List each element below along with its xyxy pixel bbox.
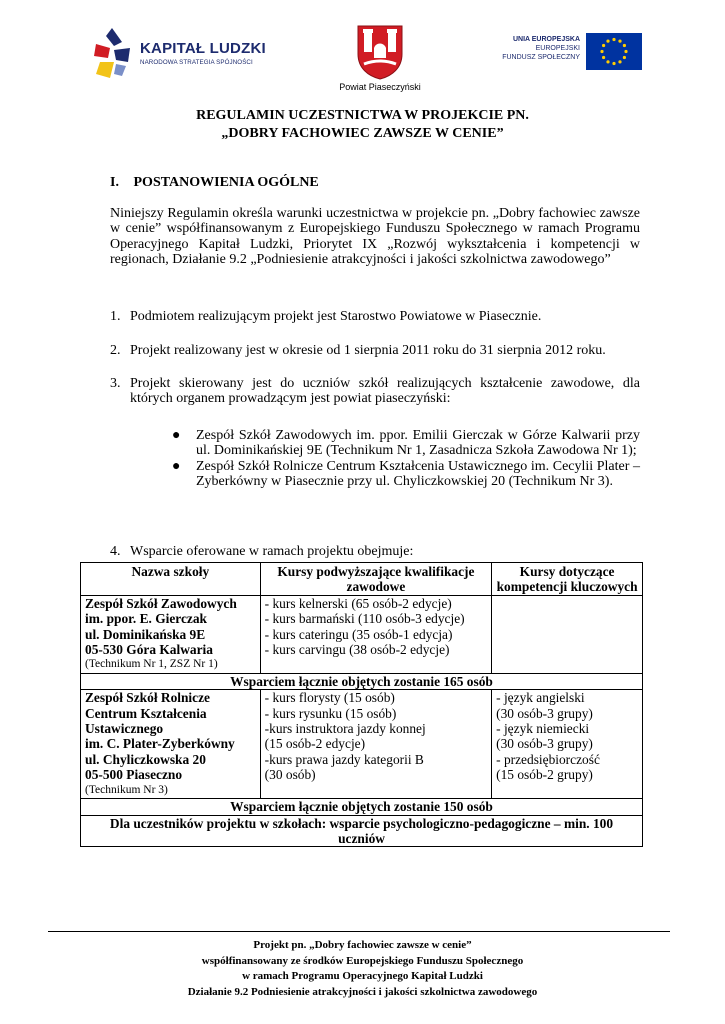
courses-cell <box>260 595 491 673</box>
eu-line1: UNIA EUROPEJSKA <box>512 36 580 43</box>
section-title: POSTANOWIENIA OGÓLNE <box>133 175 319 190</box>
school-name-line: ul. Chyliczkowska 20 <box>85 751 206 767</box>
key-line: - język angielski <box>496 690 585 706</box>
school-name-line: Zespół Szkół Rolnicze <box>85 690 210 706</box>
footer-line: w ramach Programu Operacyjnego Kapitał Ludzki <box>242 970 483 982</box>
eu-flag <box>586 33 642 70</box>
course-line: - kurs barmański (110 osób-3 edycje) <box>264 611 465 627</box>
list-item <box>110 544 640 559</box>
school-name-cell <box>81 690 261 799</box>
section-number: I. <box>110 175 119 190</box>
total-cell: Wsparciem łącznie objętych zostanie 150 osób <box>81 799 643 815</box>
table-row <box>81 595 643 673</box>
key-competence-cell <box>492 690 643 799</box>
intro-paragraph: Niniejszy Regulamin określa warunki uczestnictwa w projekcie pn. „Dobry fachowiec zawsze w cenie” współfinansowanym z Europejskiego Funduszu Społecznego w ramach Programu Operacyjnego Kapitał Ludzki, Priorytet IX „Rozwój wykształcenia i kompetencji w regionach, Działanie 9.2 „Podniesienie atrakcyjności i jakości szkolnictwa zawodowego” <box>110 206 640 268</box>
school-note: (Technikum Nr 1, ZSZ Nr 1) <box>85 658 218 671</box>
course-line: - kurs kelnerski (65 osób-2 edycje) <box>264 595 452 611</box>
kapital-ludzki-logo <box>92 26 272 80</box>
bullet-icon: ● <box>172 428 181 443</box>
list-item <box>110 343 640 358</box>
school-name-line: Ustawicznego <box>85 721 164 737</box>
school-name-line: im. C. Plater-Zyberkówny <box>85 736 235 752</box>
item-number: 4. <box>110 544 121 559</box>
total-cell: Wsparciem łącznie objętych zostanie 165 osób <box>81 673 643 689</box>
key-line: (15 osób-2 grupy) <box>496 767 593 783</box>
school-name-line: 05-500 Piaseczno <box>85 767 183 783</box>
school-note: (Technikum Nr 3) <box>85 783 168 796</box>
course-line: - kurs carvingu (38 osób-2 edycje) <box>264 642 450 658</box>
course-line: -kurs prawa jazdy kategorii B <box>264 751 424 767</box>
kapital-ludzki-emblem-icon <box>92 26 136 80</box>
item-text: Projekt realizowany jest w okresie od 1 sierpnia 2011 roku do 31 sierpnia 2012 roku. <box>130 343 606 358</box>
list-item <box>170 428 640 459</box>
column-header: Kursy podwyższające kwalifikacje zawodowe <box>260 563 491 596</box>
item-text: Wsparcie oferowane w ramach projektu obejmuje: <box>130 544 414 559</box>
list-item <box>110 309 640 324</box>
bullet-icon: ● <box>172 458 181 474</box>
key-line: - przedsiębiorczość <box>496 751 600 767</box>
item-number: 2. <box>110 343 121 358</box>
section-heading <box>110 175 319 191</box>
course-line: - kurs rysunku (15 osób) <box>264 705 397 721</box>
column-header: Kursy dotyczące kompetencji kluczowych <box>492 563 643 596</box>
item-number: 1. <box>110 309 121 324</box>
page-footer <box>110 938 615 1000</box>
eu-flag-icon <box>586 33 642 70</box>
eu-line2: EUROPEJSKI <box>535 45 580 52</box>
footer-note-cell: Dla uczestników projektu w szkołach: wsparcie psychologiczno-pedagogiczne – min. 100 uczniów <box>81 815 643 847</box>
eu-line3: FUNDUSZ SPOŁECZNY <box>502 54 580 61</box>
column-header: Nazwa szkoły <box>81 563 261 596</box>
school-list <box>170 428 640 490</box>
course-line: (30 osób) <box>264 767 316 783</box>
school-name-line: 05-530 Góra Kalwaria <box>85 642 213 658</box>
item-number: 3. <box>110 376 121 391</box>
eu-fund-text <box>470 35 580 62</box>
key-line: (30 osób-3 grupy) <box>496 705 593 721</box>
table-total-row <box>81 673 643 689</box>
item-text: Projekt skierowany jest do uczniów szkół realizujących kształcenie zawodowe, dla których organem prowadzącym jest powiat piaseczyński: <box>130 376 640 407</box>
key-line: - język niemiecki <box>496 721 590 737</box>
courses-cell <box>260 690 491 799</box>
support-table <box>80 562 643 847</box>
course-line: (15 osób-2 edycje) <box>264 736 366 752</box>
item-text: Podmiotem realizującym projekt jest Starostwo Powiatowe w Piasecznie. <box>130 309 542 324</box>
bullet-text: Zespół Szkół Zawodowych im. ppor. Emilii Gierczak w Górze Kalwarii przy ul. Dominikańskiej 9E (Technikum Nr 1, Zasadnicza Szkoła Zawodowa Nr 1); <box>196 428 640 459</box>
crest-label: Powiat Piaseczyński <box>339 82 421 92</box>
title-line1: REGULAMIN UCZESTNICTWA W PROJEKCIE PN. <box>196 108 529 123</box>
course-line: - kurs cateringu (35 osób-1 edycja) <box>264 626 453 642</box>
footer-line: Działanie 9.2 Podniesienie atrakcyjności i jakości szkolnictwa zawodowego <box>187 985 538 998</box>
kapital-ludzki-title: KAPITAŁ LUDZKI <box>140 40 266 57</box>
table-footer-row <box>81 815 643 847</box>
school-name-cell <box>81 595 261 673</box>
footer-divider <box>48 931 670 932</box>
school-name-line: im. ppor. E. Gierczak <box>85 611 208 627</box>
list-item <box>110 376 640 407</box>
school-name-line: Centrum Kształcenia <box>85 705 207 721</box>
school-name-line: ul. Dominikańska 9E <box>85 626 206 642</box>
key-line: (30 osób-3 grupy) <box>496 736 593 752</box>
course-line: -kurs instruktora jazdy konnej <box>264 721 426 737</box>
key-competence-cell <box>492 595 643 673</box>
table-header-row <box>81 563 643 596</box>
footer-line: Projekt pn. „Dobry fachowiec zawsze w cenie” <box>253 939 472 951</box>
bullet-text: Zespół Szkół Rolnicze Centrum Kształcenia Ustawicznego im. Cecylii Plater – Zyberkówny w Piasecznie przy ul. Chyliczkowskiej 20 (Technikum Nr 3). <box>196 458 640 490</box>
kapital-ludzki-subtitle: NARODOWA STRATEGIA SPÓJNOŚCI <box>140 59 253 66</box>
coat-of-arms-icon <box>352 24 408 80</box>
table-total-row <box>81 799 643 815</box>
school-name-line: Zespół Szkół Zawodowych <box>85 595 237 611</box>
table-row <box>81 690 643 799</box>
document-title <box>110 107 615 143</box>
course-line: - kurs florysty (15 osób) <box>264 690 395 706</box>
title-line2: „DOBRY FACHOWIEC ZAWSZE W CENIE” <box>221 126 504 141</box>
footer-line: współfinansowany ze środków Europejskiego Funduszu Społecznego <box>201 954 524 967</box>
powiat-crest <box>352 24 408 80</box>
list-item <box>170 459 640 490</box>
